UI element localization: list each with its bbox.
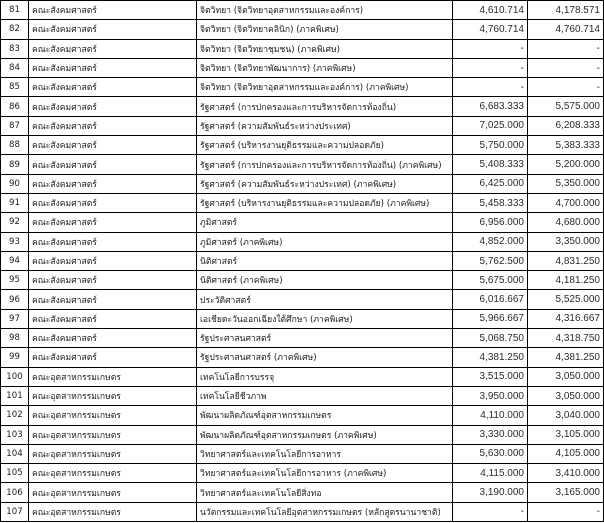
row-number: 90	[1, 174, 29, 193]
row-number: 98	[1, 329, 29, 348]
program-cell: รัฐศาสตร์ (การปกครองและการบริหารจัดการท้องถิ่น)	[197, 97, 453, 116]
table-row	[1, 464, 604, 483]
value-1-cell: 5,750.000	[453, 136, 528, 155]
row-number: 104	[1, 444, 29, 463]
faculty-cell: คณะอุตสาหกรรมเกษตร	[29, 502, 197, 521]
value-2-cell: -	[528, 502, 604, 521]
faculty-cell: คณะอุตสาหกรรมเกษตร	[29, 425, 197, 444]
value-1-cell: 6,683.333	[453, 97, 528, 116]
faculty-cell: คณะสังคมศาสตร์	[29, 251, 197, 270]
faculty-cell: คณะสังคมศาสตร์	[29, 213, 197, 232]
faculty-cell: คณะสังคมศาสตร์	[29, 155, 197, 174]
value-1-cell: -	[453, 78, 528, 97]
row-number: 94	[1, 251, 29, 270]
program-cell: พัฒนาผลิตภัณฑ์อุตสาหกรรมเกษตร (ภาคพิเศษ)	[197, 425, 453, 444]
program-cell: เอเชียตะวันออกเฉียงใต้ศึกษา (ภาคพิเศษ)	[197, 309, 453, 328]
value-1-cell: 3,515.000	[453, 367, 528, 386]
program-cell: รัฐศาสตร์ (การปกครองและการบริหารจัดการท้องถิ่น) (ภาคพิเศษ)	[197, 155, 453, 174]
faculty-cell: คณะอุตสาหกรรมเกษตร	[29, 406, 197, 425]
table-row	[1, 97, 604, 116]
value-2-cell: 5,525.000	[528, 290, 604, 309]
program-cell: พัฒนาผลิตภัณฑ์อุตสาหกรรมเกษตร	[197, 406, 453, 425]
faculty-cell: คณะสังคมศาสตร์	[29, 97, 197, 116]
row-number: 91	[1, 193, 29, 212]
program-cell: นิติศาสตร์	[197, 251, 453, 270]
program-cell: จิตวิทยา (จิตวิทยาพัฒนาการ) (ภาคพิเศษ)	[197, 58, 453, 77]
value-2-cell: 4,831.250	[528, 251, 604, 270]
value-2-cell: 3,040.000	[528, 406, 604, 425]
faculty-cell: คณะอุตสาหกรรมเกษตร	[29, 444, 197, 463]
program-cell: รัฐศาสตร์ (บริหารงานยุติธรรมและความปลอดภัย) (ภาคพิเศษ)	[197, 193, 453, 212]
value-2-cell: 4,680.000	[528, 213, 604, 232]
program-cell: ประวัติศาสตร์	[197, 290, 453, 309]
row-number: 85	[1, 78, 29, 97]
row-number: 88	[1, 136, 29, 155]
row-number: 86	[1, 97, 29, 116]
value-2-cell: 4,316.667	[528, 309, 604, 328]
table-row	[1, 116, 604, 135]
row-number: 106	[1, 483, 29, 502]
program-cell: รัฐศาสตร์ (บริหารงานยุติธรรมและความปลอดภัย)	[197, 136, 453, 155]
table-row	[1, 213, 604, 232]
table-row	[1, 136, 604, 155]
program-cell: จิตวิทยา (จิตวิทยาคลินิก) (ภาคพิเศษ)	[197, 20, 453, 39]
faculty-cell: คณะสังคมศาสตร์	[29, 78, 197, 97]
table-row	[1, 20, 604, 39]
row-number: 107	[1, 502, 29, 521]
value-1-cell: 4,610.714	[453, 1, 528, 20]
faculty-cell: คณะสังคมศาสตร์	[29, 309, 197, 328]
faculty-cell: คณะสังคมศาสตร์	[29, 1, 197, 20]
value-2-cell: 6,208.333	[528, 116, 604, 135]
value-2-cell: -	[528, 39, 604, 58]
value-2-cell: 3,050.000	[528, 367, 604, 386]
faculty-cell: คณะสังคมศาสตร์	[29, 232, 197, 251]
row-number: 93	[1, 232, 29, 251]
value-1-cell: 6,016.667	[453, 290, 528, 309]
faculty-cell: คณะอุตสาหกรรมเกษตร	[29, 464, 197, 483]
table-row	[1, 386, 604, 405]
faculty-cell: คณะสังคมศาสตร์	[29, 290, 197, 309]
table-row	[1, 1, 604, 20]
faculty-cell: คณะอุตสาหกรรมเกษตร	[29, 483, 197, 502]
table-row	[1, 155, 604, 174]
program-cell: วิทยาศาสตร์และเทคโนโลยีสิ่งทอ	[197, 483, 453, 502]
value-1-cell: 5,458.333	[453, 193, 528, 212]
table-row	[1, 367, 604, 386]
row-number: 103	[1, 425, 29, 444]
row-number: 105	[1, 464, 29, 483]
value-1-cell: 4,852.000	[453, 232, 528, 251]
faculty-cell: คณะสังคมศาสตร์	[29, 136, 197, 155]
faculty-cell: คณะสังคมศาสตร์	[29, 58, 197, 77]
table-row	[1, 58, 604, 77]
value-2-cell: 4,700.000	[528, 193, 604, 212]
program-cell: นิติศาสตร์ (ภาคพิเศษ)	[197, 271, 453, 290]
program-cell: จิตวิทยา (จิตวิทยาอุตสาหกรรมและองค์การ) (ภาคพิเศษ)	[197, 78, 453, 97]
value-2-cell: 3,050.000	[528, 386, 604, 405]
row-number: 83	[1, 39, 29, 58]
faculty-cell: คณะสังคมศาสตร์	[29, 39, 197, 58]
table-row	[1, 483, 604, 502]
value-2-cell: 5,575.000	[528, 97, 604, 116]
faculty-cell: คณะสังคมศาสตร์	[29, 193, 197, 212]
value-1-cell: 4,760.714	[453, 20, 528, 39]
value-1-cell: -	[453, 39, 528, 58]
value-2-cell: -	[528, 78, 604, 97]
row-number: 82	[1, 20, 29, 39]
table-body	[1, 1, 604, 522]
row-number: 100	[1, 367, 29, 386]
value-2-cell: 4,105.000	[528, 444, 604, 463]
value-1-cell: 3,190.000	[453, 483, 528, 502]
faculty-cell: คณะสังคมศาสตร์	[29, 116, 197, 135]
value-1-cell: 3,950.000	[453, 386, 528, 405]
faculty-cell: คณะอุตสาหกรรมเกษตร	[29, 367, 197, 386]
value-2-cell: 3,350.000	[528, 232, 604, 251]
value-1-cell: 5,068.750	[453, 329, 528, 348]
program-cell: วิทยาศาสตร์และเทคโนโลยีการอาหาร (ภาคพิเศษ)	[197, 464, 453, 483]
table-row	[1, 78, 604, 97]
table-row	[1, 271, 604, 290]
value-1-cell: 6,956.000	[453, 213, 528, 232]
faculty-cell: คณะอุตสาหกรรมเกษตร	[29, 386, 197, 405]
faculty-cell: คณะสังคมศาสตร์	[29, 174, 197, 193]
value-1-cell: 5,630.000	[453, 444, 528, 463]
value-2-cell: 5,350.000	[528, 174, 604, 193]
table-row	[1, 193, 604, 212]
program-cell: จิตวิทยา (จิตวิทยาชุมชน) (ภาคพิเศษ)	[197, 39, 453, 58]
value-1-cell: 5,762.500	[453, 251, 528, 270]
faculty-cell: คณะสังคมศาสตร์	[29, 329, 197, 348]
value-1-cell: 3,330.000	[453, 425, 528, 444]
value-2-cell: 5,383.333	[528, 136, 604, 155]
row-number: 89	[1, 155, 29, 174]
value-1-cell: 5,966.667	[453, 309, 528, 328]
value-1-cell: -	[453, 502, 528, 521]
value-2-cell: 3,165.000	[528, 483, 604, 502]
table-row	[1, 232, 604, 251]
value-1-cell: 4,115.000	[453, 464, 528, 483]
program-cell: วิทยาศาสตร์และเทคโนโลยีการอาหาร	[197, 444, 453, 463]
value-1-cell: -	[453, 58, 528, 77]
table-row	[1, 290, 604, 309]
table-row	[1, 406, 604, 425]
row-number: 81	[1, 1, 29, 20]
program-cell: เทคโนโลยีการบรรจุ	[197, 367, 453, 386]
row-number: 102	[1, 406, 29, 425]
value-1-cell: 5,408.333	[453, 155, 528, 174]
value-2-cell: 4,318.750	[528, 329, 604, 348]
value-1-cell: 6,425.000	[453, 174, 528, 193]
value-1-cell: 7,025.000	[453, 116, 528, 135]
row-number: 84	[1, 58, 29, 77]
program-cell: ภูมิศาสตร์ (ภาคพิเศษ)	[197, 232, 453, 251]
row-number: 87	[1, 116, 29, 135]
value-1-cell: 4,381.250	[453, 348, 528, 367]
value-2-cell: 4,381.250	[528, 348, 604, 367]
table-row	[1, 39, 604, 58]
value-2-cell: 4,181.250	[528, 271, 604, 290]
faculty-cell: คณะสังคมศาสตร์	[29, 348, 197, 367]
value-2-cell: 3,105.000	[528, 425, 604, 444]
program-cell: ภูมิศาสตร์	[197, 213, 453, 232]
program-cell: รัฐศาสตร์ (ความสัมพันธ์ระหว่างประเทศ)	[197, 116, 453, 135]
faculty-cell: คณะสังคมศาสตร์	[29, 271, 197, 290]
row-number: 97	[1, 309, 29, 328]
value-1-cell: 4,110.000	[453, 406, 528, 425]
program-cell: เทคโนโลยีชีวภาพ	[197, 386, 453, 405]
table-row	[1, 251, 604, 270]
row-number: 99	[1, 348, 29, 367]
table-row	[1, 502, 604, 521]
value-2-cell: 3,410.000	[528, 464, 604, 483]
value-2-cell: -	[528, 58, 604, 77]
program-cell: รัฐศาสตร์ (ความสัมพันธ์ระหว่างประเทศ) (ภาคพิเศษ)	[197, 174, 453, 193]
table-row	[1, 174, 604, 193]
table-row	[1, 425, 604, 444]
table-row	[1, 309, 604, 328]
program-cell: จิตวิทยา (จิตวิทยาอุตสาหกรรมและองค์การ)	[197, 1, 453, 20]
value-2-cell: 4,760.714	[528, 20, 604, 39]
program-cell: รัฐประศาสนศาสตร์	[197, 329, 453, 348]
faculty-cell: คณะสังคมศาสตร์	[29, 20, 197, 39]
row-number: 95	[1, 271, 29, 290]
table-row	[1, 348, 604, 367]
table-row	[1, 444, 604, 463]
row-number: 96	[1, 290, 29, 309]
table-row	[1, 329, 604, 348]
program-cell: นวัตกรรมและเทคโนโลยีอุตสาหกรรมเกษตร (หลักสูตรนานาชาติ)	[197, 502, 453, 521]
row-number: 101	[1, 386, 29, 405]
value-1-cell: 5,675.000	[453, 271, 528, 290]
value-2-cell: 4,178.571	[528, 1, 604, 20]
row-number: 92	[1, 213, 29, 232]
program-cell: รัฐประศาสนศาสตร์ (ภาคพิเศษ)	[197, 348, 453, 367]
value-2-cell: 5,200.000	[528, 155, 604, 174]
